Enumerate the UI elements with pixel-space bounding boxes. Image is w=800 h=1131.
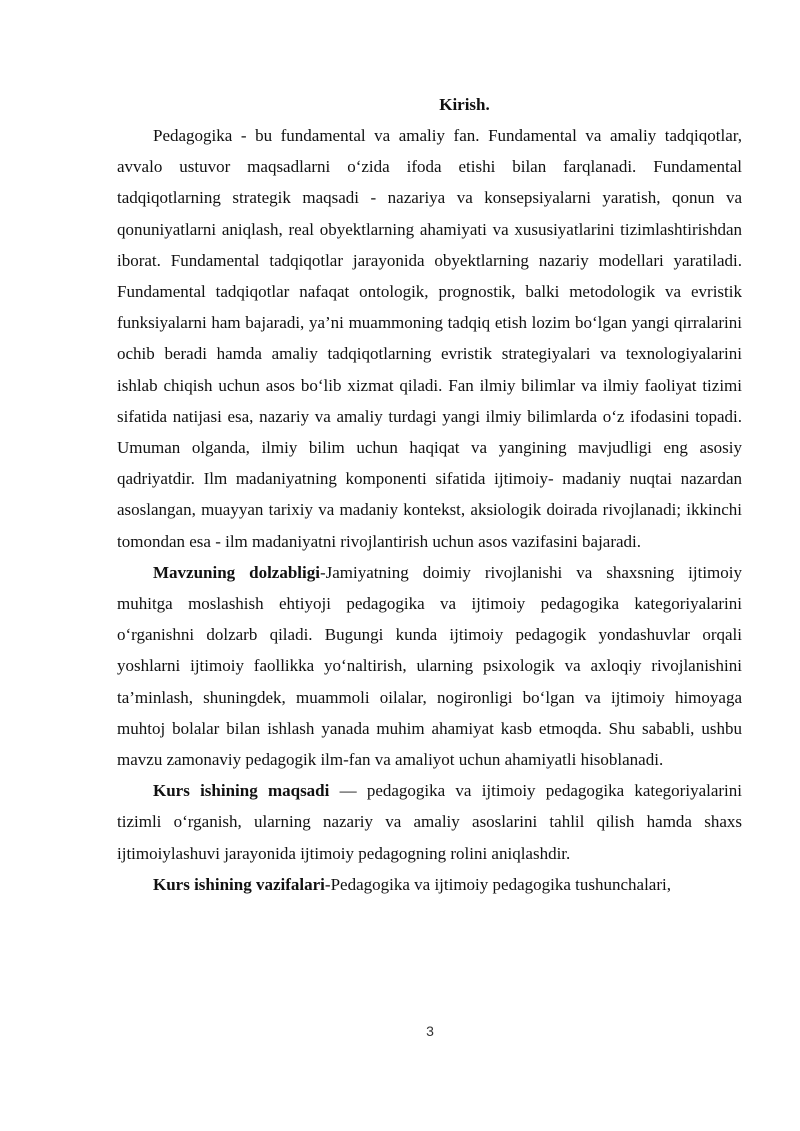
- document-page: [117, 93, 742, 900]
- relevance-heading: Mavzuning dolzabligi: [153, 562, 320, 582]
- goal-text: — pedagogika va ijtimoiy pedagogika kategoriyalarini tizimli o‘rganish, ularning nazariy va amaliy asoslarini tahlil qilish hamda shaxs ijtimoiylashuvi jarayonida ijtimoiy pedagogning rolini aniqlashdir.: [117, 781, 742, 863]
- page-number: 3: [426, 1023, 434, 1039]
- tasks-heading: Kurs ishining vazifalari: [153, 874, 325, 894]
- intro-paragraph: Pedagogika - bu fundamental va amaliy fan. Fundamental va amaliy tadqiqotlar, avvalo ustuvor maqsadlarni o‘zida ifoda etishi bilan farqlanadi. Fundamental tadqiqotlarning strategik maqsadi - nazariya va konsepsiyalarni yaratish, qonun va qonuniyatlarni aniqlash, real obyektlarning ahamiyati va xususiyatlarini tizimlashtirishdan iborat. Fundamental tadqiqotlar jarayonida obyektlarning nazariy modellari yaratiladi. Fundamental tadqiqotlar nafaqat ontologik, prognostik, balki metodologik va evristik funksiyalarni ham bajaradi, ya’ni muammoning tadqiq etish lozim bo‘lgan yangi qirralarini ochib beradi hamda amaliy tadqiqotlarning evristik strategiyalari va texnologiyalarini ishlab chiqish uchun asos bo‘lib xizmat qiladi. Fan ilmiy bilimlar va ilmiy faoliyat tizimi sifatida natijasi esa, nazariy va amaliy turdagi yangi ilmiy bilimlarda o‘z ifodasini topadi. Umuman olganda, ilmiy bilim uchun haqiqat va yangining mavjudligi eng asosiy qadriyatdir. Ilm madaniyatning komponenti sifatida ijtimoiy- madaniy nuqtai nazardan asoslangan, muayyan tarixiy va madaniy kontekst, aksiologik doirada rivojlanadi; ikkinchi tomondan esa - ilm madaniyatni rivojlantirish uchun asos vazifasini bajaradi.: [117, 126, 742, 551]
- relevance-paragraph: [117, 557, 742, 775]
- tasks-paragraph: [117, 869, 742, 900]
- goal-heading: Kurs ishining maqsadi: [153, 781, 330, 801]
- relevance-text: -Jamiyatning doimiy rivojlanishi va shaxsning ijtimoiy muhitga moslashish ehtiyoji pedagogika va ijtimoiy pedagogika kategoriyalarini o‘rganishni dolzarb qiladi. Bugungi kunda ijtimoiy pedagogik yondashuvlar orqali yoshlarni ijtimoiy faollikka yo‘naltirish, ularning psixologik va axloqiy rivojlanishini ta’minlash, shuningdek, muammoli oilalar, nogironligi bo‘lgan va ijtimoiy himoyaga muhtoj bolalar bilan ishlash yanada muhim ahamiyat kasb etmoqda. Shu sababli, ushbu mavzu zamonaviy pedagogik ilm-fan va amaliyot uchun ahamiyatli hisoblanadi.: [117, 562, 742, 770]
- tasks-text: -Pedagogika va ijtimoiy pedagogika tushunchalari,: [324, 874, 671, 894]
- goal-paragraph: [117, 775, 742, 869]
- section-title: Kirish.: [439, 95, 490, 114]
